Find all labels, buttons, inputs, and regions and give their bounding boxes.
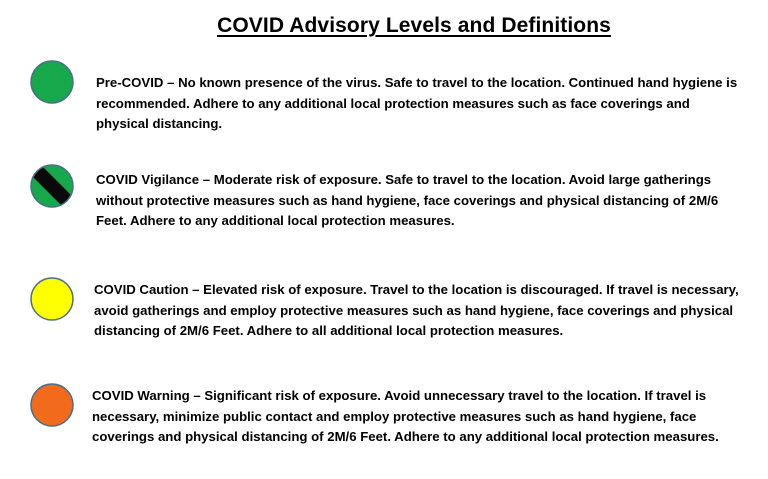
orange-circle-icon bbox=[29, 382, 75, 428]
green-circle-icon bbox=[29, 59, 75, 105]
level-description: COVID Warning – Significant risk of exposure. Avoid unnecessary travel to the location. If travel is necessary, minimize public contact and employ protective measures such as hand hygiene, face coverings and physical distancing of 2M/6 Feet. Adhere to any additional local protection measures. bbox=[92, 388, 719, 444]
level-description: Pre-COVID – No known presence of the virus. Safe to travel to the location. Continued hand hygiene is recommended. Adhere to any additional local protection measures such as face coverings and physical distancing. bbox=[96, 75, 738, 131]
page-title: COVID Advisory Levels and Definitions bbox=[217, 14, 611, 37]
level-description: COVID Vigilance – Moderate risk of exposure. Safe to travel to the location. Avoid large gatherings without protective measures such as hand hygiene, face coverings and physical distancing of 2M/6 Feet. Adhere to any additional local protection measures. bbox=[96, 172, 719, 228]
green-circle-striped-icon bbox=[29, 163, 75, 209]
level-description: COVID Caution – Elevated risk of exposure. Travel to the location is discouraged. If travel is necessary, avoid gatherings and employ protective measures such as hand hygiene, face coverings and physical distancing of 2M/6 Feet. Adhere to all additional local protection measures. bbox=[94, 282, 739, 338]
yellow-circle-icon bbox=[29, 276, 75, 322]
